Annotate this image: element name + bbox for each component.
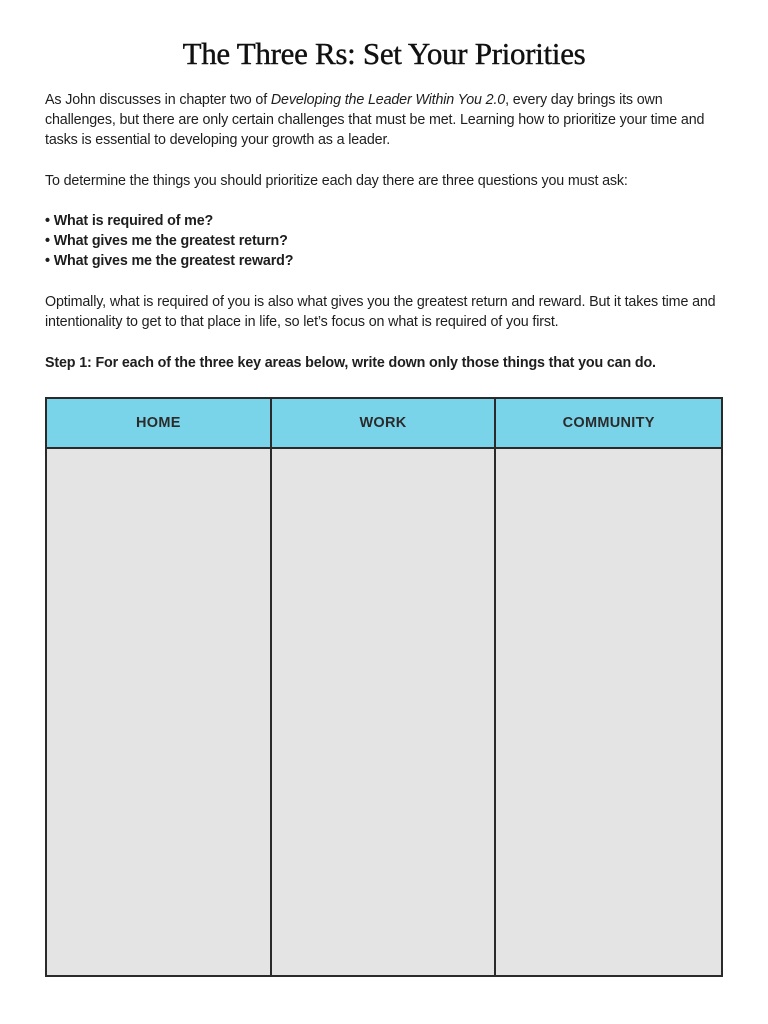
book-title: Developing the Leader Within You 2.0	[270, 92, 506, 108]
questions-prompt: To determine the things you should prioritize each day there are three questions you must ask:	[45, 173, 628, 189]
worksheet-page	[45, 0, 723, 1024]
intro-text-after: , every day brings its own challenges, but there are only certain challenges that must be met. Learning how to prioritize your time and tasks is essential to developing your growth as a leader.	[45, 92, 705, 148]
question-required: • What is required of me?	[45, 211, 723, 231]
column-header-home: HOME	[47, 399, 272, 449]
community-writing-area[interactable]	[496, 449, 721, 975]
question-reward: • What gives me the greatest reward?	[45, 251, 723, 271]
priorities-table	[45, 397, 723, 977]
intro-text-before: As John discusses in chapter two of	[45, 92, 271, 108]
column-header-community: COMMUNITY	[496, 399, 721, 449]
column-header-work: WORK	[272, 399, 497, 449]
questions-list	[45, 211, 723, 271]
question-return: • What gives me the greatest return?	[45, 231, 723, 251]
step-1-instruction: Step 1: For each of the three key areas below, write down only those things that you can do.	[45, 355, 656, 371]
page-title: The Three Rs: Set Your Priorities	[182, 36, 586, 71]
home-writing-area[interactable]	[47, 449, 272, 975]
optimally-paragraph: Optimally, what is required of you is also what gives you the greatest return and reward. But it takes time and intentionality to get to that place in life, so let’s focus on what is required of you first.	[45, 294, 716, 330]
intro-paragraph	[45, 90, 723, 150]
work-writing-area[interactable]	[272, 449, 497, 975]
